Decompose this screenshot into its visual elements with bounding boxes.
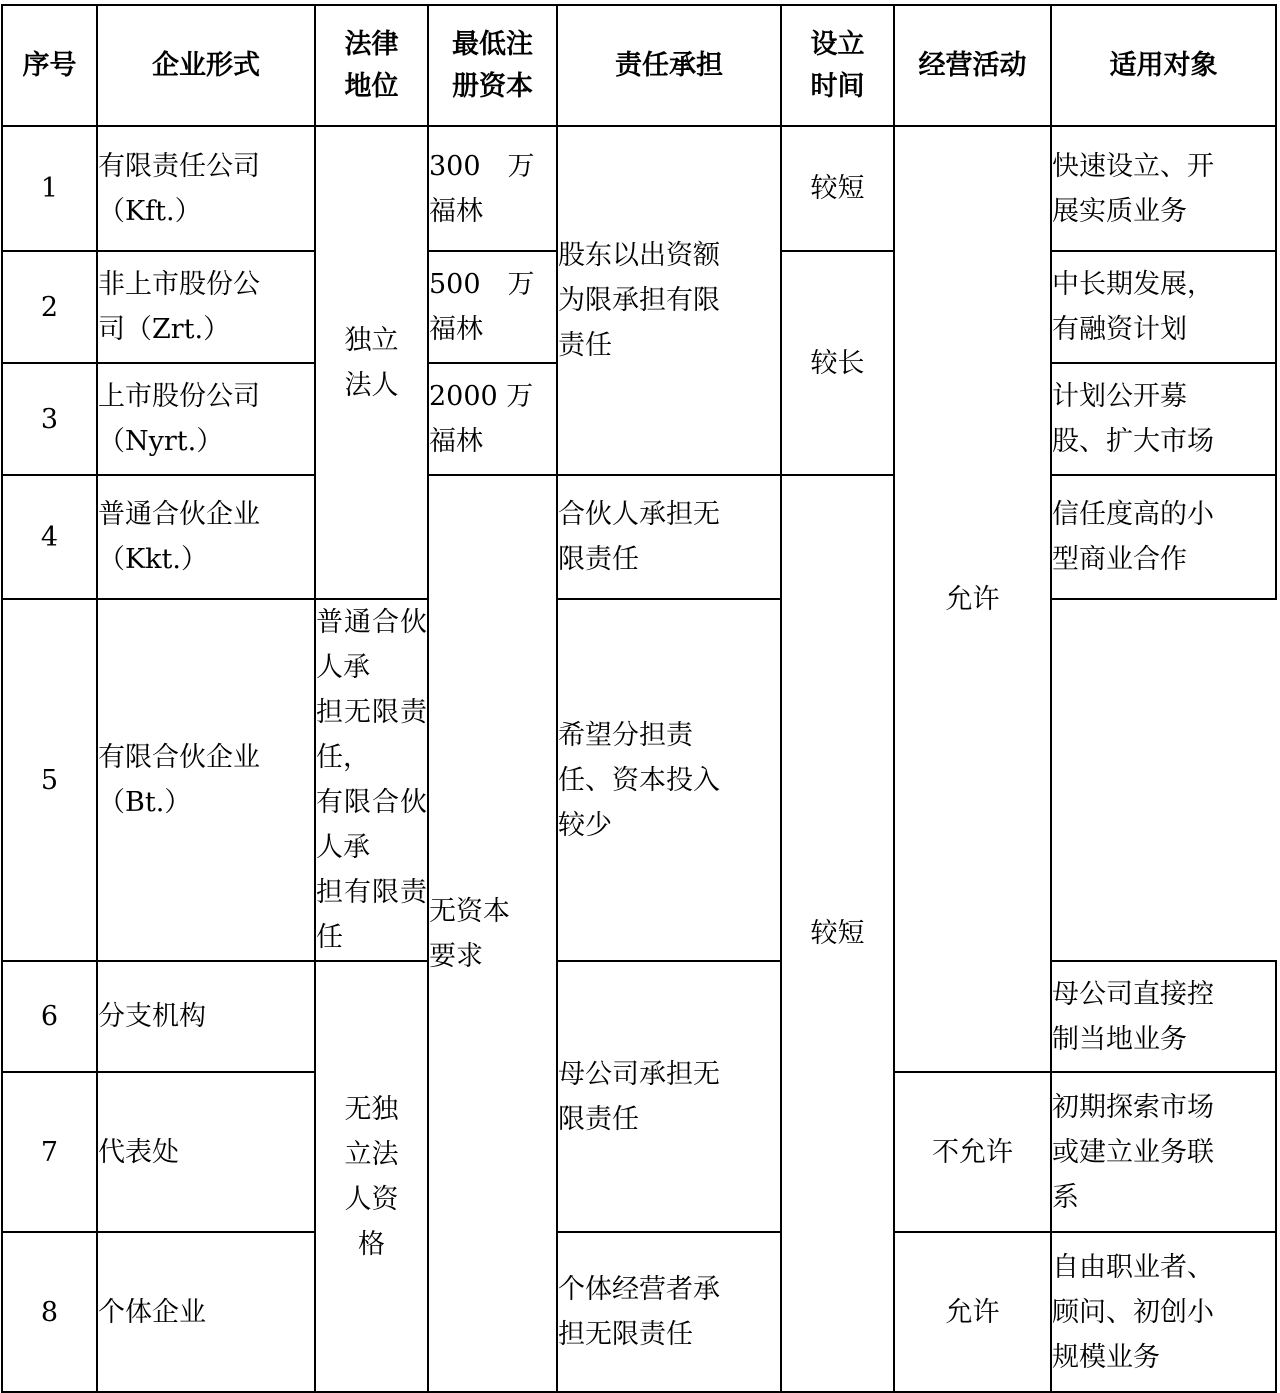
table-row [2, 126, 1276, 251]
target-cell: 信任度高的小 型商业合作 [1051, 475, 1276, 599]
enterprise-form-cell: 非上市股份公 司（Zrt.） [97, 251, 315, 363]
min-capital-cell: 2000 万 福林 [428, 363, 557, 475]
target-cell: 计划公开募 股、扩大市场 [1051, 363, 1276, 475]
enterprise-form-cell: 分支机构 [97, 961, 315, 1072]
table-row [2, 961, 1276, 1072]
min-capital-cell: 500 万 福林 [428, 251, 557, 363]
row-number: 2 [2, 251, 97, 363]
liability-cell: 个体经营者承 担无限责任 [557, 1232, 781, 1392]
enterprise-form-cell: 有限合伙企业 （Bt.） [97, 599, 315, 961]
enterprise-form-cell: 上市股份公司 （Nyrt.） [97, 363, 315, 475]
setup-time-longer-cell: 较长 [781, 251, 894, 475]
enterprise-form-cell: 代表处 [97, 1072, 315, 1232]
target-cell: 初期探索市场 或建立业务联 系 [1051, 1072, 1276, 1232]
table-row [2, 475, 1276, 599]
enterprise-form-cell: 有限责任公司 （Kft.） [97, 126, 315, 251]
target-cell: 中长期发展， 有融资计划 [1051, 251, 1276, 363]
row-number: 7 [2, 1072, 97, 1232]
legal-status-non-independent-cell: 无独 立法 人资 格 [315, 961, 428, 1392]
header-setup-time: 设立 时间 [781, 5, 894, 126]
setup-time-short-cell: 较短 [781, 475, 894, 1392]
row-number: 8 [2, 1232, 97, 1392]
table-row [2, 1232, 1276, 1392]
header-min-capital: 最低注 册资本 [428, 5, 557, 126]
setup-time-cell: 较短 [781, 126, 894, 251]
liability-cell: 普通合伙人承 担无限责任， 有限合伙人承 担有限责任 [315, 599, 428, 961]
target-cell: 快速设立、开 展实质业务 [1051, 126, 1276, 251]
row-number: 4 [2, 475, 97, 599]
target-cell: 希望分担责 任、资本投入 较少 [557, 599, 781, 961]
legal-status-independent-cell: 独立 法人 [315, 126, 428, 599]
row-number: 1 [2, 126, 97, 251]
min-capital-cell: 300 万 福林 [428, 126, 557, 251]
liability-shareholders-cell: 股东以出资额 为限承担有限 责任 [557, 126, 781, 475]
header-legal-status: 法律 地位 [315, 5, 428, 126]
table-row [2, 599, 1276, 961]
header-activity: 经营活动 [894, 5, 1051, 126]
activity-cell: 允许 [894, 1232, 1051, 1392]
enterprise-form-cell: 个体企业 [97, 1232, 315, 1392]
min-capital-none-cell: 无资本 要求 [428, 475, 557, 1392]
enterprise-forms-table [1, 4, 1277, 1393]
header-no: 序号 [2, 5, 97, 126]
target-cell: 自由职业者、 顾问、初创小 规模业务 [1051, 1232, 1276, 1392]
row-number: 6 [2, 961, 97, 1072]
header-row [2, 5, 1276, 126]
enterprise-form-cell: 普通合伙企业 （Kkt.） [97, 475, 315, 599]
header-target: 适用对象 [1051, 5, 1276, 126]
row-number: 5 [2, 599, 97, 961]
activity-cell: 不允许 [894, 1072, 1051, 1232]
header-form: 企业形式 [97, 5, 315, 126]
header-liability: 责任承担 [557, 5, 781, 126]
target-cell: 母公司直接控 制当地业务 [1051, 961, 1276, 1072]
activity-allowed-cell: 允许 [894, 126, 1051, 1072]
liability-cell: 合伙人承担无 限责任 [557, 475, 781, 599]
row-number: 3 [2, 363, 97, 475]
liability-parent-cell: 母公司承担无 限责任 [557, 961, 781, 1232]
